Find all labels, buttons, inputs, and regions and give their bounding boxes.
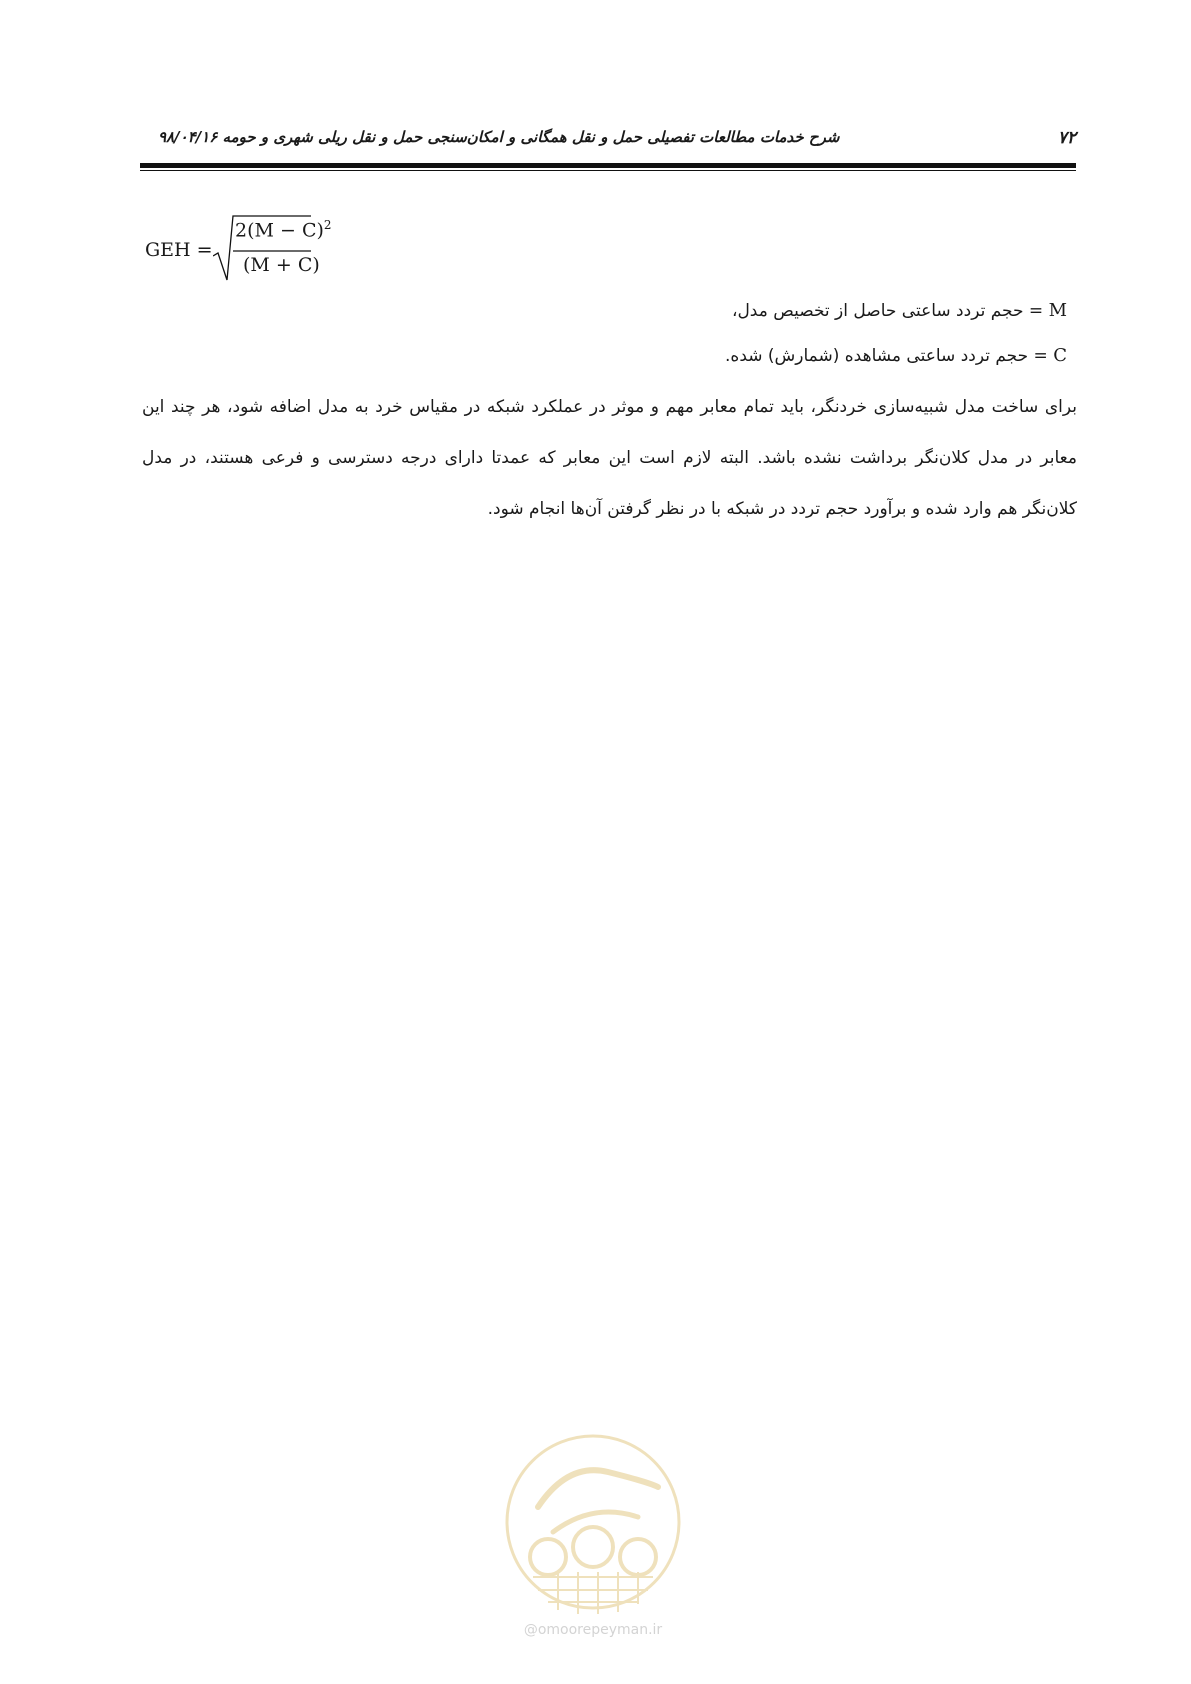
definition-text: = حجم تردد ساعتی حاصل از تخصیص مدل، [731,301,1049,321]
header-title-line [140,128,839,146]
logo-emblem-icon [498,1432,688,1622]
watermark-logo [498,1432,688,1642]
formula-exponent: 2 [323,218,332,232]
header-title: شرح خدمات مطالعات تفصیلی حمل و نقل همگانی و امکان‌سنجی حمل و نقل ریلی شهری و حومه [222,128,840,146]
definition-var: C [1053,345,1067,366]
page-number: ۷۲ [1057,128,1076,148]
body-paragraph: برای ساخت مدل شبیه‌سازی خردنگر، باید تمام معابر مهم و موثر در عملکرد شبکه در مقیاس خرد به مدل اضافه شود، هر چند این معابر در مدل کلان‌نگر برداشت نشده باشد. البته لازم است این معابر که عمدتا دارای درجه دسترسی و فرعی هستند، در مدل کلان‌نگر هم وارد شده و برآورد حجم تردد در شبکه با در نظر گرفتن آن‌ها انجام شود. [142,397,1077,519]
definition-var: M [1048,300,1067,321]
header-date: ۹۸/۰۴/۱۶ [158,128,218,146]
definition-c [725,341,1067,386]
variable-definitions [725,296,1067,386]
definition-text: = حجم تردد ساعتی مشاهده (شمارش) شده. [725,346,1054,366]
watermark-url: @omoorepeyman.ir [523,1622,663,1638]
page-header [140,128,1076,158]
header-rule-thin [140,170,1076,171]
header-rule-thick [140,163,1076,168]
formula-lhs: GEH = [145,239,213,261]
formula-denominator: (M + C) [243,254,320,276]
formula-numerator: $2(M - C)^2$ [235,218,332,242]
definition-m [725,296,1067,341]
